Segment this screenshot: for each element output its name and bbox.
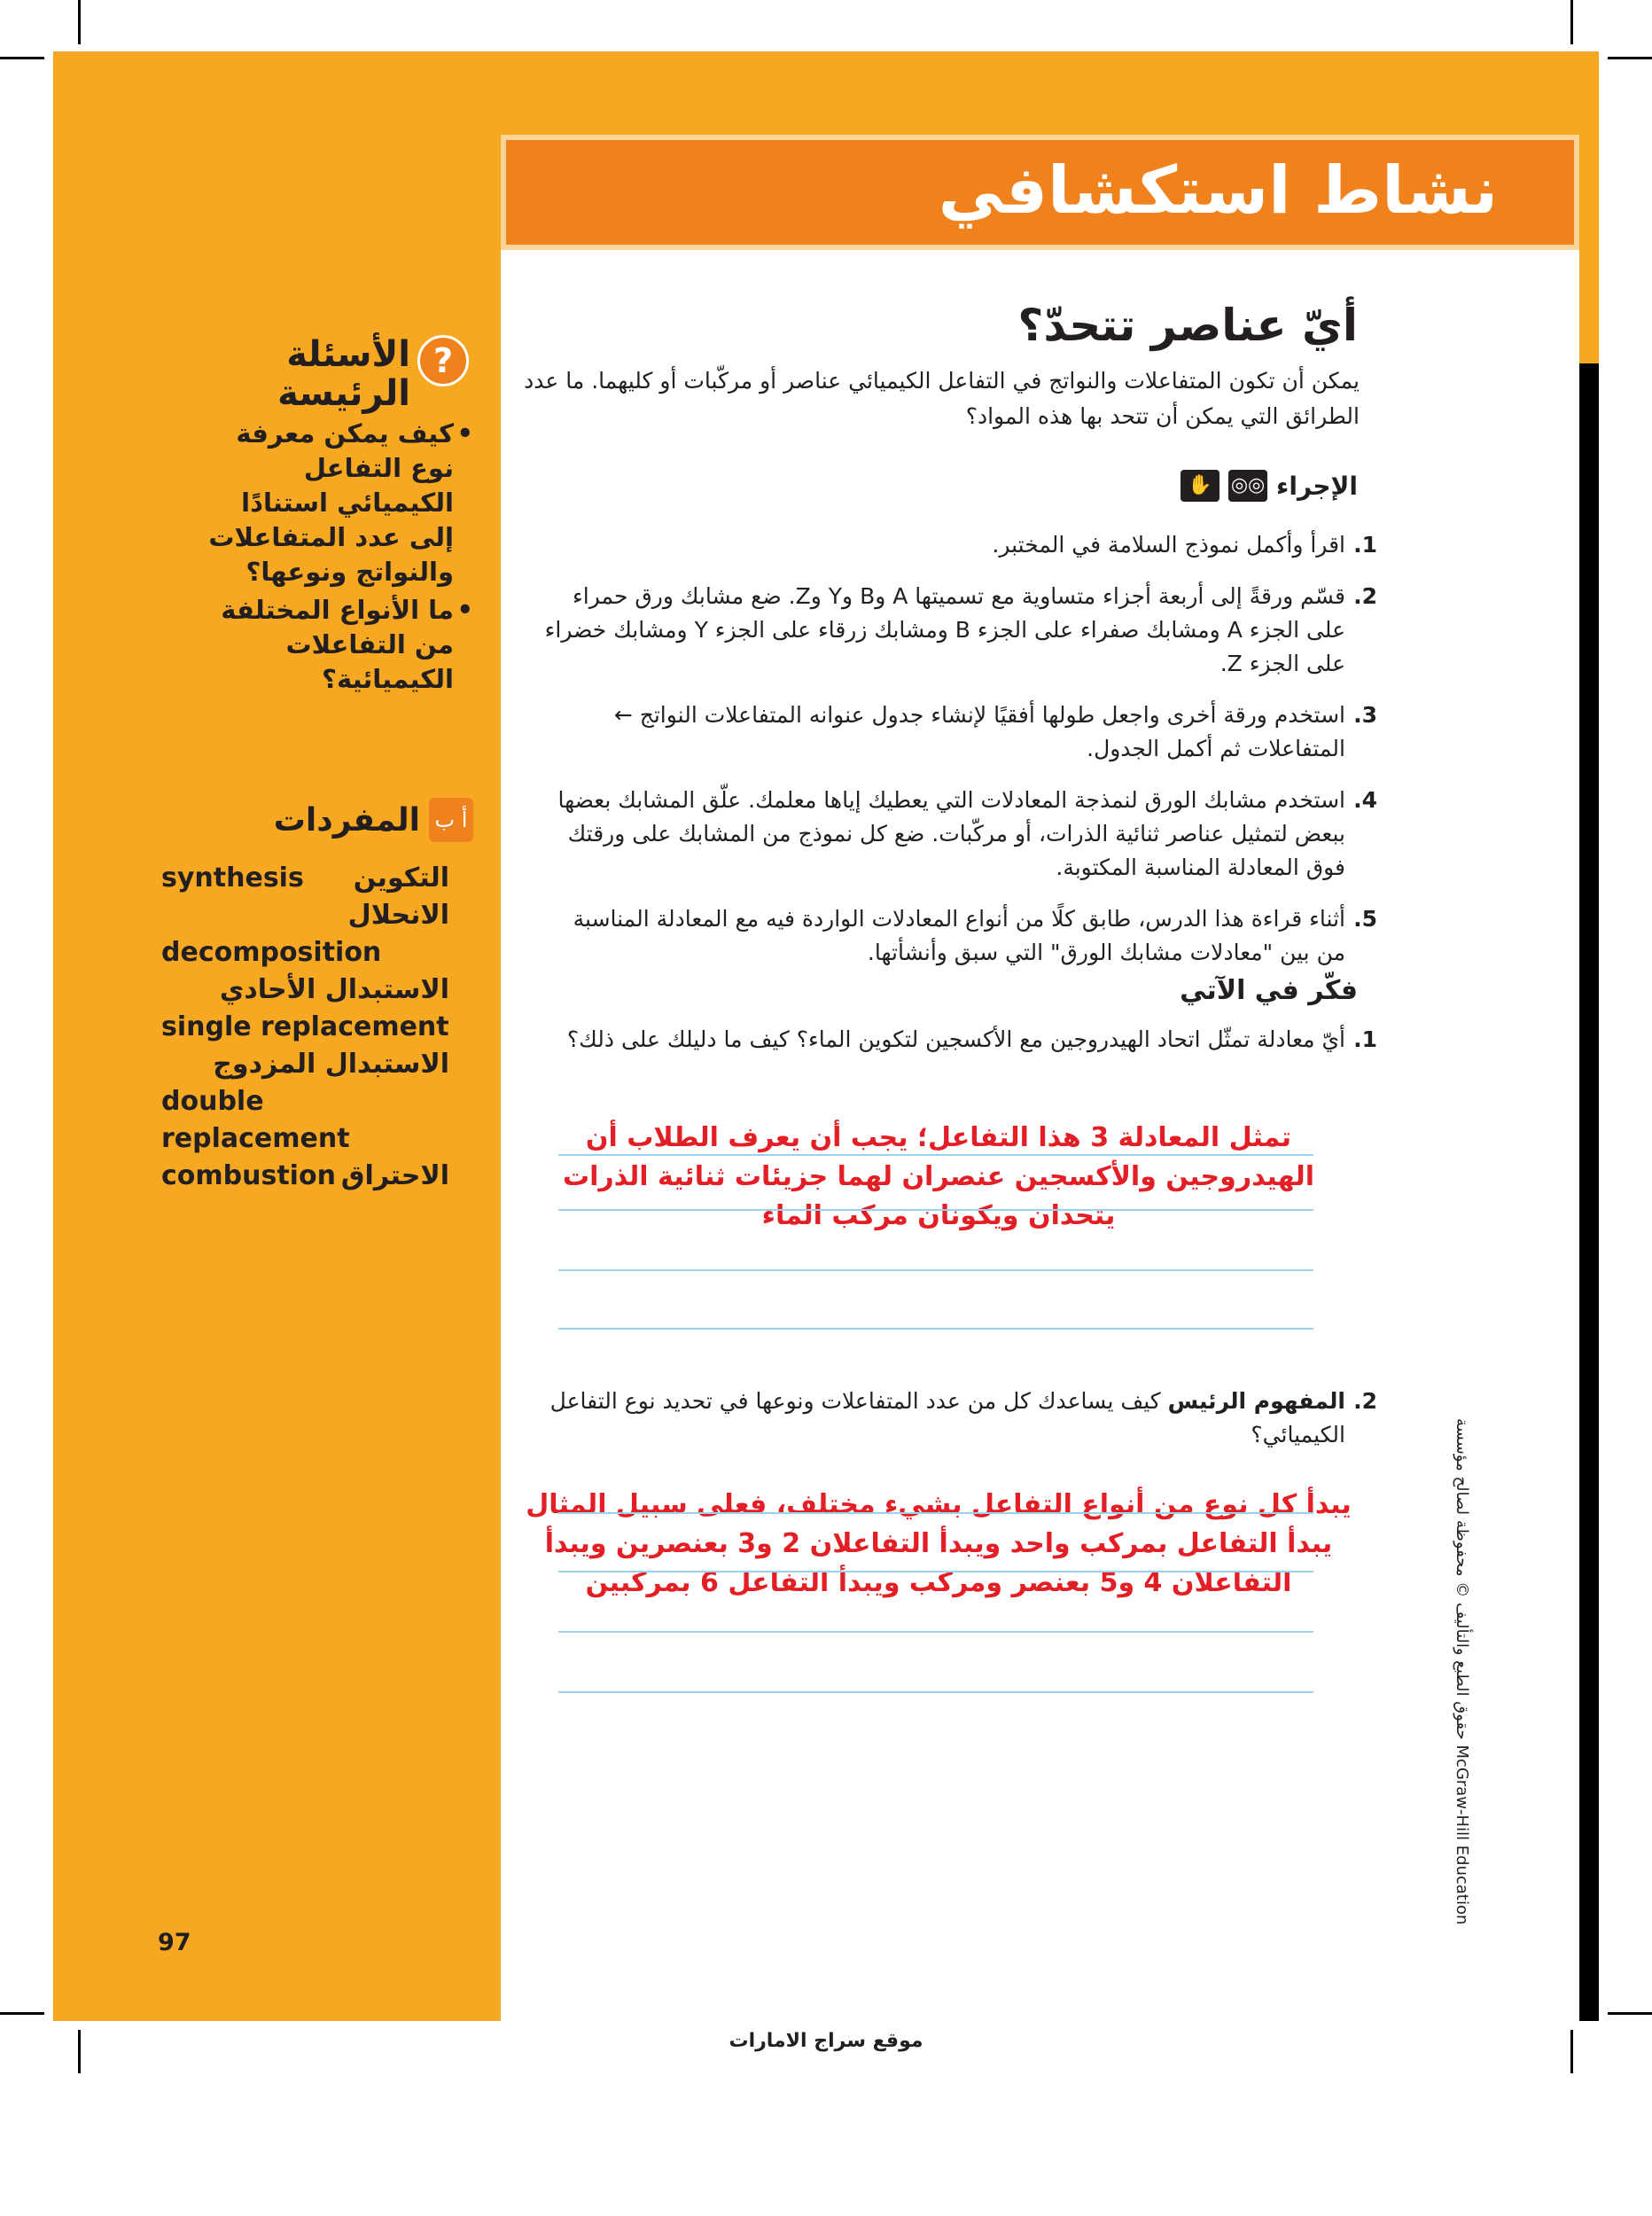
activity-banner [501,135,1579,250]
answer-line [558,1691,1313,1693]
vocab-arabic: الاستبدال المزدوج [213,1049,449,1080]
right-edge-bar [1579,363,1599,2021]
list-item [161,1046,449,1158]
list-item [161,1158,449,1195]
step-number: 1. [1353,532,1377,558]
procedure-heading [1181,470,1358,502]
intro-text: يمكن أن تكون المتفاعلات والنواتج في التفاعل الكيميائي عناصر أو مركّبات أو كليهما. ما عدد الطرائق التي يمكن أن تتحد بها هذه المواد؟ [524,368,1360,429]
vocab-english: combustion [161,1160,336,1191]
vocab-english: single replacement [161,1011,449,1042]
step-text: اقرأ وأكمل نموذج السلامة في المختبر. [992,532,1345,558]
answer-line [558,1209,1313,1211]
list-item [207,593,473,697]
vocab-arabic: الاستبدال الأحادي [219,974,449,1005]
list-item [207,417,473,589]
list-item [544,528,1377,562]
step-text: أثناء قراءة هذا الدرس، طابق كلًا من أنواع المعادلات الواردة فيه مع المعادلة المناسبة من بين "معادلات مشابك الورق" التي سبق وأنشأتها. [573,906,1345,965]
crop-mark [0,57,44,59]
crop-mark [0,2012,44,2015]
banner-title: نشاط استكشافي [938,152,1498,229]
think-heading: فكّر في الآتي [1180,975,1358,1006]
list-item [161,897,449,971]
question-1 [544,1023,1377,1057]
question-number: 1. [1353,1026,1377,1052]
crop-mark [1608,2012,1652,2015]
vocab-arabic: الانحلال [347,900,449,931]
answer-line [558,1269,1313,1271]
vocabulary-icon: أ ب [429,798,473,842]
vocab-english: double replacement [161,1086,350,1154]
question-text: أيّ معادلة تمثّل اتحاد الهيدروجين مع الأكسجين لتكوين الماء؟ كيف ما دليلك على ذلك؟ [566,1026,1345,1052]
step-text: استخدم ورقة أخرى واجعل طولها أفقيًا لإنشاء جدول عنوانه المتفاعلات النواتج ← المتفاعلات ثم أكمل الجدول. [613,702,1345,761]
question-body: كيف يساعدك كل من عدد المتفاعلات ونوعها في تحديد نوع التفاعل الكيميائي؟ [549,1388,1345,1447]
step-number: 4. [1353,787,1377,813]
essential-questions-list [207,417,473,700]
essential-questions-title: الأسئلة الرئيسة [277,334,410,414]
question-number: 2. [1353,1388,1377,1414]
list-item [544,784,1377,885]
goggles-icon: ◎◎ [1228,470,1267,502]
procedure-steps [544,528,1377,987]
list-item [161,971,449,1046]
step-text: استخدم مشابك الورق لنمذجة المعادلات التي يعطيك إياها معلمك. علّق المشابك بعضها ببعض لتمثيل عناصر ثنائية الذرات، أو مركّبات. ضع كل نموذج من المشابك على ورقتك فوق المعادلة المناسبة المكتوبة. [557,787,1345,880]
step-number: 3. [1353,702,1377,728]
step-number: 5. [1353,906,1377,932]
procedure-label: الإجراء [1276,471,1358,501]
footer-site-name: موقع سراج الامارات [729,2030,923,2052]
bullet-icon: • [456,595,473,625]
answer-line [558,1154,1313,1156]
step-number: 2. [1353,583,1377,609]
answer-1: تمثل المعادلة 3 هذا التفاعل؛ يجب أن يعرف الطلاب أن الهيدروجين والأكسجين عنصران لهما جزيئات ثنائية الذرات يتحدان ويكونان مركب الماء [562,1122,1315,1231]
vocab-arabic: الاحتراق [340,1160,449,1191]
question-2 [544,1385,1377,1452]
list-item [544,580,1377,681]
vocab-english: decomposition [161,937,382,968]
essential-questions-heading [233,335,469,413]
right-edge-accent [1579,137,1599,363]
question-title: أيّ عناصر تتحدّ؟ [1017,300,1358,351]
hand-safety-icon: ✋ [1181,470,1220,502]
answer-line [558,1571,1313,1572]
vocab-english: synthesis [161,862,304,893]
answer-line [558,1512,1313,1514]
step-text: قسّم ورقةً إلى أربعة أجزاء متساوية مع تسميتها A وB وY وZ. ضع مشابك ورق حمراء على الجزء A ومشابك صفراء على الجزء B ومشابك زرقاء على الجزء Y ومشابك خضراء على الجزء Z. [544,583,1345,676]
essential-question: ما الأنواع المختلفة من التفاعلات الكيميائية؟ [221,595,454,694]
vocabulary-heading [274,798,473,842]
crop-mark [1570,0,1573,44]
question-mark-icon: ? [417,335,469,386]
copyright-notice: حقوق الطبع والتأليف © محفوظة لصالح مؤسسة McGraw-Hill Education [1453,1418,1471,1925]
page-number: 97 [158,1929,191,1956]
list-item [161,860,449,897]
question-text [544,1385,1345,1452]
answer-line [558,1328,1313,1330]
key-concept-label: المفهوم الرئيس [1167,1388,1345,1414]
list-item [544,698,1377,766]
answer-2: يبدأ كل نوع من أنواع التفاعل بشيء مختلف، فعلى سبيل المثال يبدأ التفاعل بمركب واحد ويبدأ التفاعلان 2 و3 بعنصرين ويبدأ التفاعلان 4 و5 بعنصر ومركب ويبدأ التفاعل 6 بمركبين [526,1489,1352,1598]
crop-mark [1608,57,1652,59]
essential-question: كيف يمكن معرفة نوع التفاعل الكيميائي استنادًا إلى عدد المتفاعلات والنواتج ونوعها؟ [208,418,454,587]
vocabulary-title: المفردات [273,801,420,839]
vocabulary-list [161,860,449,1195]
list-item [544,902,1377,970]
crop-mark [78,0,81,44]
vocab-arabic: التكوين [353,862,449,893]
bullet-icon: • [456,418,473,449]
answer-line [558,1631,1313,1633]
